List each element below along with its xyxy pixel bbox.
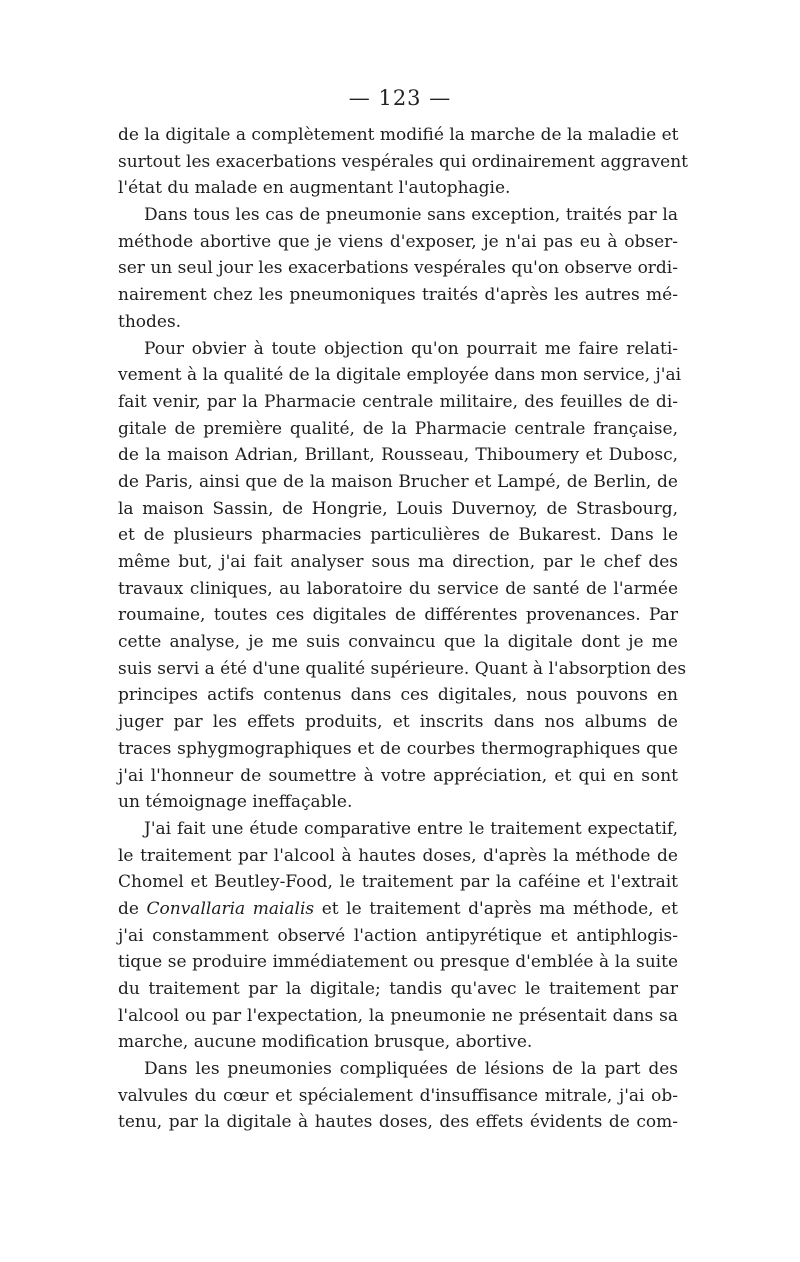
text-line: J'ai fait une étude comparative entre le traitement expectatif, — [144, 818, 678, 839]
text-line: gitale de première qualité, de la Pharmacie centrale française, — [118, 418, 678, 439]
text-line: ser un seul jour les exacerbations vespérales qu'on observe ordi- — [118, 258, 678, 279]
text-line: juger par les effets produits, et inscrits dans nos albums de — [118, 712, 678, 733]
text-line: et de plusieurs pharmacies particulières de Bukarest. Dans le — [118, 525, 678, 546]
text-line: principes actifs contenus dans ces digitales, nous pouvons en — [118, 685, 678, 706]
text-fragment: et le traitement d'après ma méthode, et — [314, 898, 678, 919]
text-line: de la maison Adrian, Brillant, Rousseau, Thiboumery et Dubosc, — [118, 445, 678, 466]
text-line: méthode abortive que je viens d'exposer, je n'ai pas eu à obser- — [118, 231, 678, 252]
text-line: Dans les pneumonies compliquées de lésions de la part des — [144, 1059, 678, 1080]
text-line: un témoignage ineffaçable. — [118, 792, 353, 813]
text-line: l'état du malade en augmentant l'autophagie. — [118, 178, 511, 199]
text-line: cette analyse, je me suis convaincu que la digitale dont je me — [118, 632, 678, 653]
text-line: nairement chez les pneumoniques traités d'après les autres mé- — [118, 285, 678, 306]
text-line: valvules du cœur et spécialement d'insuffisance mitrale, j'ai ob- — [118, 1085, 678, 1106]
page-number: — 123 — — [348, 86, 452, 110]
text-line: roumaine, toutes ces digitales de différentes provenances. Par — [118, 605, 678, 626]
text-line: thodes. — [118, 311, 182, 332]
text-line: du traitement par la digitale; tandis qu'avec le traitement par — [118, 979, 678, 999]
text-line: tique se produire immédiatement ou presque d'emblée à la suite — [118, 952, 678, 973]
text-line: j'ai l'honneur de soumettre à votre appréciation, et qui en sont — [118, 765, 678, 786]
text-line: j'ai constamment observé l'action antipyrétique et antiphlogis- — [118, 925, 678, 946]
body-text — [118, 122, 689, 1136]
text-line: de Paris, ainsi que de la maison Brucher et Lampé, de Berlin, de — [118, 471, 678, 492]
text-line: Dans tous les cas de pneumonie sans exception, traités par la — [144, 205, 678, 226]
text-line: marche, aucune modification brusque, abortive. — [118, 1032, 533, 1053]
text-line: le traitement par l'alcool à hautes doses, d'après la méthode de — [118, 845, 678, 866]
text-line: Pour obvier à toute objection qu'on pourrait me faire relati- — [144, 338, 678, 359]
text-line: Chomel et Beutley-Food, le traitement par la caféine et l'extrait — [118, 872, 678, 893]
text-line: suis servi a été d'une qualité supérieure. Quant à l'absorption des — [118, 658, 687, 679]
species-name: Convallaria maialis — [146, 898, 315, 919]
text-line: la maison Sassin, de Hongrie, Louis Duvernoy, de Strasbourg, — [118, 498, 678, 519]
text-fragment: de — [118, 898, 147, 919]
text-line: travaux cliniques, au laboratoire du service de santé de l'armée — [118, 578, 678, 599]
text-line: l'alcool ou par l'expectation, la pneumonie ne présentait dans sa — [118, 1005, 678, 1026]
text-line: vement à la qualité de la digitale employée dans mon service, j'ai — [118, 365, 682, 386]
text-line: traces sphygmographiques et de courbes thermographiques que — [118, 738, 678, 759]
text-line: fait venir, par la Pharmacie centrale militaire, des feuilles de di- — [118, 391, 678, 412]
text-line — [118, 896, 678, 923]
text-line: de la digitale a complètement modifié la marche de la maladie et — [118, 125, 679, 145]
text-line: même but, j'ai fait analyser sous ma direction, par le chef des — [118, 552, 678, 572]
text-line: surtout les exacerbations vespérales qui ordinairement aggravent — [118, 151, 689, 172]
text-line: tenu, par la digitale à hautes doses, des effets évidents de com- — [118, 1112, 678, 1133]
